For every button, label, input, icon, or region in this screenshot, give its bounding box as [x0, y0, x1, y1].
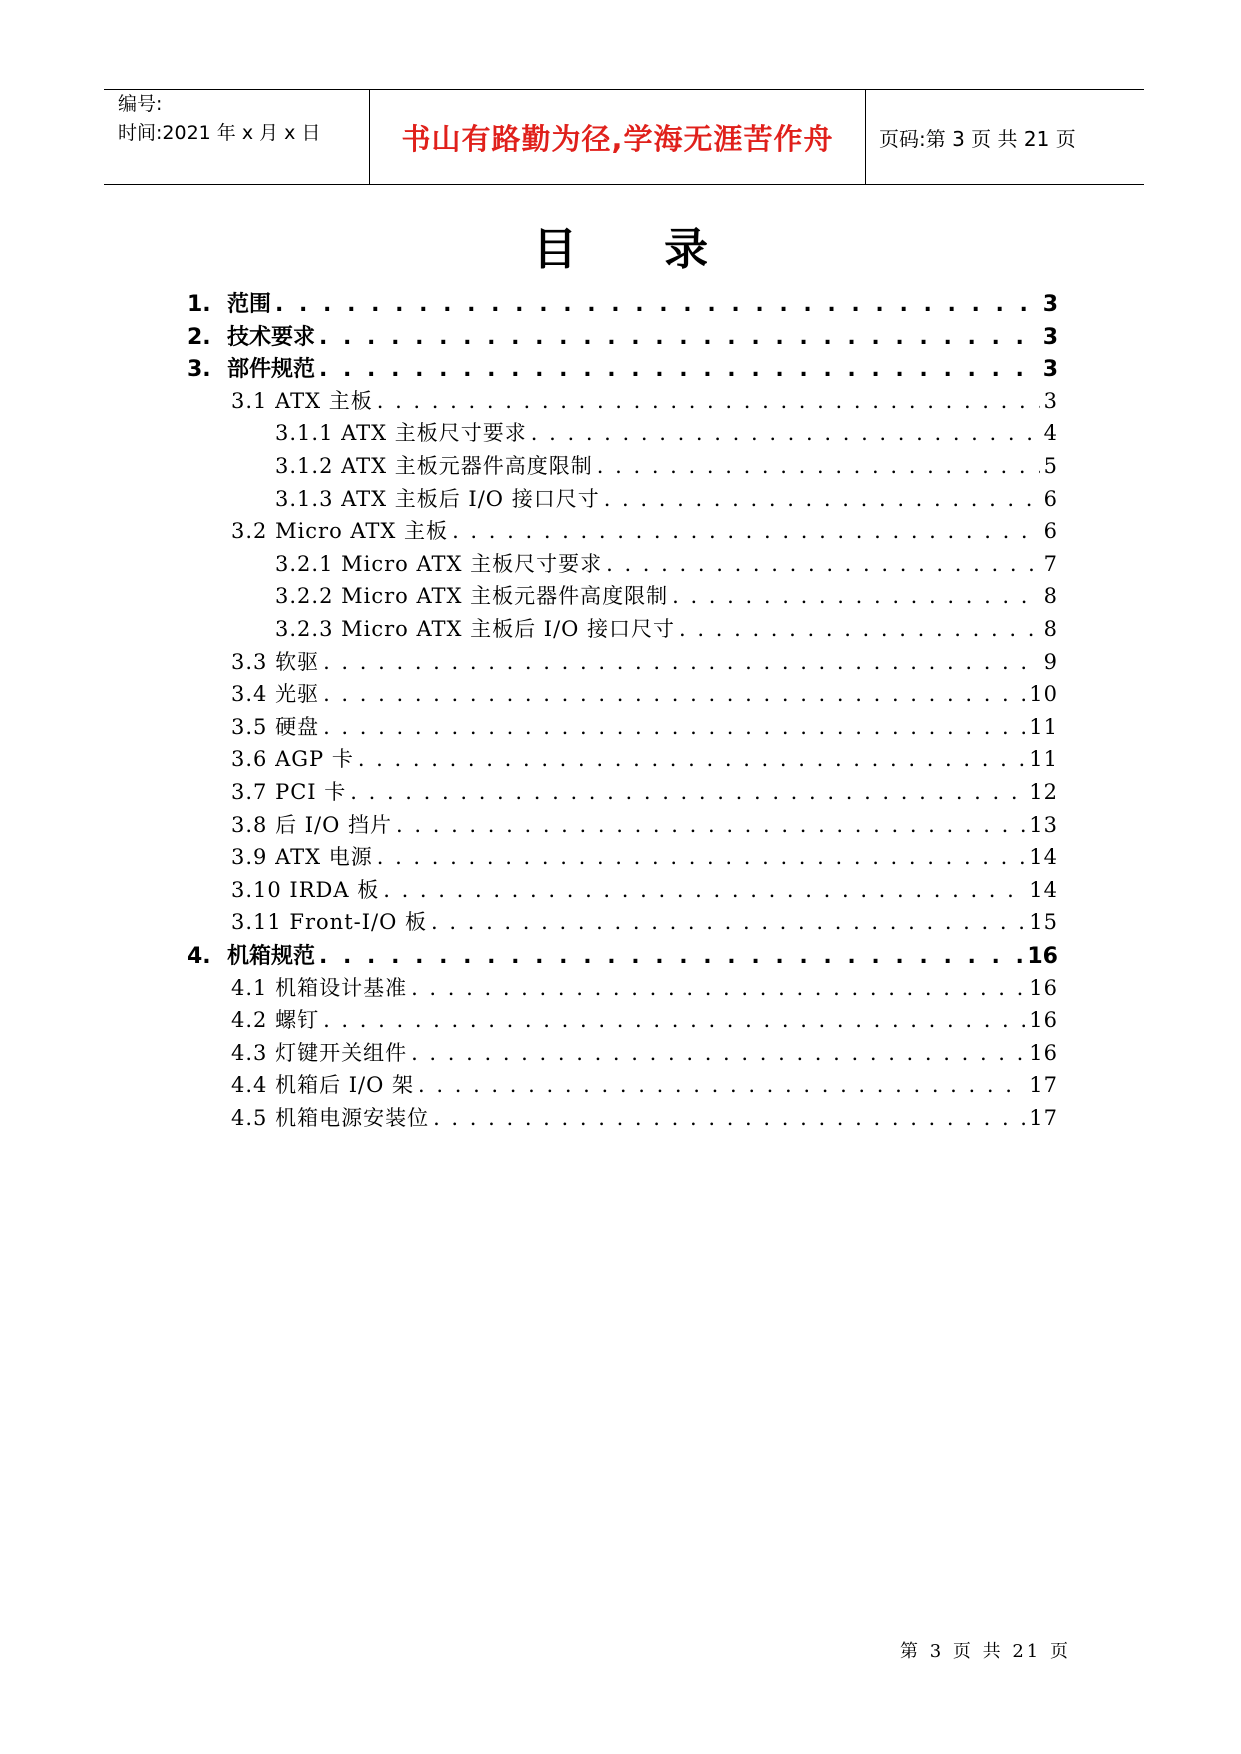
toc-entry-page-number: 6 [1043, 487, 1058, 511]
toc-entry[interactable] [231, 1004, 1058, 1036]
toc-dot-leader [396, 813, 1025, 837]
toc-entry-page-number: 8 [1043, 584, 1058, 608]
document-number-label: 编号: [118, 93, 163, 115]
toc-entry[interactable] [231, 972, 1058, 1004]
toc-dot-leader [319, 944, 1023, 969]
toc-entry[interactable] [231, 841, 1058, 873]
toc-entry-page-number: 16 [1027, 944, 1058, 969]
toc-entry-label: 3.4 光驱 [231, 682, 320, 706]
toc-entry[interactable] [231, 874, 1058, 906]
toc-dot-leader [411, 976, 1025, 1000]
toc-entry[interactable] [231, 1102, 1058, 1134]
header-motto-cell [370, 90, 866, 184]
toc-dot-leader [319, 325, 1039, 350]
toc-dot-leader [606, 552, 1040, 576]
toc-entry[interactable] [231, 711, 1058, 743]
toc-entry-number: 1. [187, 292, 211, 317]
toc-entry-page-number: 14 [1029, 845, 1058, 869]
toc-entry[interactable] [231, 906, 1058, 938]
toc-entry-label: 4.2 螺钉 [231, 1008, 320, 1032]
toc-dot-leader [433, 1106, 1025, 1130]
toc-entry[interactable] [231, 1069, 1058, 1101]
toc-entry-label: 3.8 后 I/O 挡片 [231, 813, 393, 837]
toc-dot-leader [377, 389, 1040, 413]
toc-entry-label: 4.3 灯键开关组件 [231, 1041, 408, 1065]
toc-entry-label: 3.2.2 Micro ATX 主板元器件高度限制 [275, 584, 669, 608]
toc-dot-leader [411, 1041, 1025, 1065]
toc-entry[interactable] [275, 450, 1058, 482]
toc-entry-page-number: 10 [1029, 682, 1058, 706]
toc-entry-label: 3.3 软驱 [231, 650, 320, 674]
toc-entry-page-number: 3 [1042, 357, 1058, 382]
toc-entry-page-number: 5 [1043, 454, 1058, 478]
toc-entry-label: 3.1.2 ATX 主板元器件高度限制 [275, 454, 593, 478]
toc-entry-label: 3.2 Micro ATX 主板 [231, 519, 449, 543]
toc-entry-page-number: 8 [1043, 617, 1058, 641]
toc-dot-leader [358, 747, 1025, 771]
toc-entry-page-number: 11 [1029, 715, 1058, 739]
toc-dot-leader [323, 715, 1025, 739]
toc-entry-page-number: 16 [1029, 976, 1058, 1000]
toc-entry-label: 范围 [227, 292, 272, 317]
toc-entry-page-number: 15 [1029, 910, 1058, 934]
toc-entry-page-number: 11 [1029, 747, 1058, 771]
toc-entry[interactable] [275, 483, 1058, 515]
toc-entry-label: 部件规范 [227, 357, 316, 382]
header-page-cell [867, 90, 1144, 184]
toc-entry-label: 4.1 机箱设计基准 [231, 976, 408, 1000]
toc-entry-page-number: 3 [1043, 389, 1058, 413]
toc-entry-number: 2. [187, 325, 211, 350]
toc-entry[interactable] [231, 809, 1058, 841]
toc-entry[interactable] [275, 548, 1058, 580]
toc-entry[interactable] [187, 287, 1058, 319]
toc-dot-leader [679, 617, 1040, 641]
toc-entry-label: 机箱规范 [227, 944, 316, 969]
toc-entry-page-number: 7 [1043, 552, 1058, 576]
toc-dot-leader [672, 584, 1040, 608]
toc-entry-page-number: 9 [1043, 650, 1058, 674]
toc-entry-label: 4.4 机箱后 I/O 架 [231, 1073, 415, 1097]
toc-dot-leader [377, 845, 1026, 869]
toc-entry-label: 3.9 ATX 电源 [231, 845, 373, 869]
toc-entry-label: 3.2.1 Micro ATX 主板尺寸要求 [275, 552, 603, 576]
toc-dot-leader [418, 1073, 1025, 1097]
document-time-label: 时间:2021 年 x 月 x 日 [118, 122, 321, 144]
toc-entry[interactable] [275, 613, 1058, 645]
toc-dot-leader [275, 292, 1039, 317]
toc-entry[interactable] [231, 743, 1058, 775]
toc-entry[interactable] [231, 1037, 1058, 1069]
document-header [104, 89, 1144, 185]
toc-dot-leader [604, 487, 1040, 511]
page-footer: 第 3 页 共 21 页 [900, 1641, 1071, 1662]
toc-entry[interactable] [231, 385, 1058, 417]
header-meta-cell [104, 90, 370, 184]
toc-entry-page-number: 13 [1029, 813, 1058, 837]
header-page-info: 页码:第 3 页 共 21 页 [879, 126, 1076, 151]
toc-dot-leader [452, 519, 1040, 543]
toc-entry[interactable] [187, 939, 1058, 971]
toc-entry-label: 3.1 ATX 主板 [231, 389, 373, 413]
toc-dot-leader [597, 454, 1040, 478]
toc-dot-leader [323, 682, 1025, 706]
toc-entry-page-number: 12 [1029, 780, 1058, 804]
toc-entry-label: 3.1.3 ATX 主板后 I/O 接口尺寸 [275, 487, 600, 511]
toc-dot-leader [323, 650, 1040, 674]
toc-entry-page-number: 14 [1029, 878, 1058, 902]
toc-entry-label: 4.5 机箱电源安装位 [231, 1106, 430, 1130]
toc-entry-label: 3.1.1 ATX 主板尺寸要求 [275, 421, 527, 445]
toc-entry-number: 3. [187, 357, 211, 382]
toc-entry[interactable] [275, 417, 1058, 449]
toc-dot-leader [431, 910, 1025, 934]
toc-entry-label: 3.2.3 Micro ATX 主板后 I/O 接口尺寸 [275, 617, 676, 641]
toc-entry-label: 3.11 Front-I/O 板 [231, 910, 428, 934]
toc-entry-page-number: 4 [1043, 421, 1058, 445]
toc-entry-label: 3.7 PCI 卡 [231, 780, 347, 804]
toc-entry[interactable] [231, 776, 1058, 808]
toc-entry-page-number: 17 [1029, 1073, 1058, 1097]
toc-dot-leader [350, 780, 1025, 804]
toc-dot-leader [323, 1008, 1025, 1032]
toc-entry-page-number: 16 [1029, 1008, 1058, 1032]
toc-entry-page-number: 3 [1042, 325, 1058, 350]
toc-entry-number: 4. [187, 944, 211, 969]
toc-entry-label: 3.6 AGP 卡 [231, 747, 354, 771]
toc-entry[interactable] [187, 320, 1058, 352]
toc-dot-leader [531, 421, 1040, 445]
header-motto: 书山有路勤为径,学海无涯苦作舟 [401, 121, 834, 156]
toc-entry[interactable] [275, 580, 1058, 612]
toc-entry-page-number: 17 [1029, 1106, 1058, 1130]
toc-entry-page-number: 16 [1029, 1041, 1058, 1065]
toc-entry[interactable] [187, 352, 1058, 384]
toc-dot-leader [319, 357, 1039, 382]
toc-dot-leader [383, 878, 1025, 902]
toc-entry[interactable] [231, 515, 1058, 547]
toc-entry-label: 3.5 硬盘 [231, 715, 320, 739]
toc-entry-label: 3.10 IRDA 板 [231, 878, 380, 902]
toc-entry-page-number: 3 [1042, 292, 1058, 317]
toc-title: 目 录 [532, 224, 745, 275]
toc-entry-page-number: 6 [1043, 519, 1058, 543]
toc-entry-label: 技术要求 [227, 325, 316, 350]
toc-entry[interactable] [231, 678, 1058, 710]
toc-entry[interactable] [231, 646, 1058, 678]
